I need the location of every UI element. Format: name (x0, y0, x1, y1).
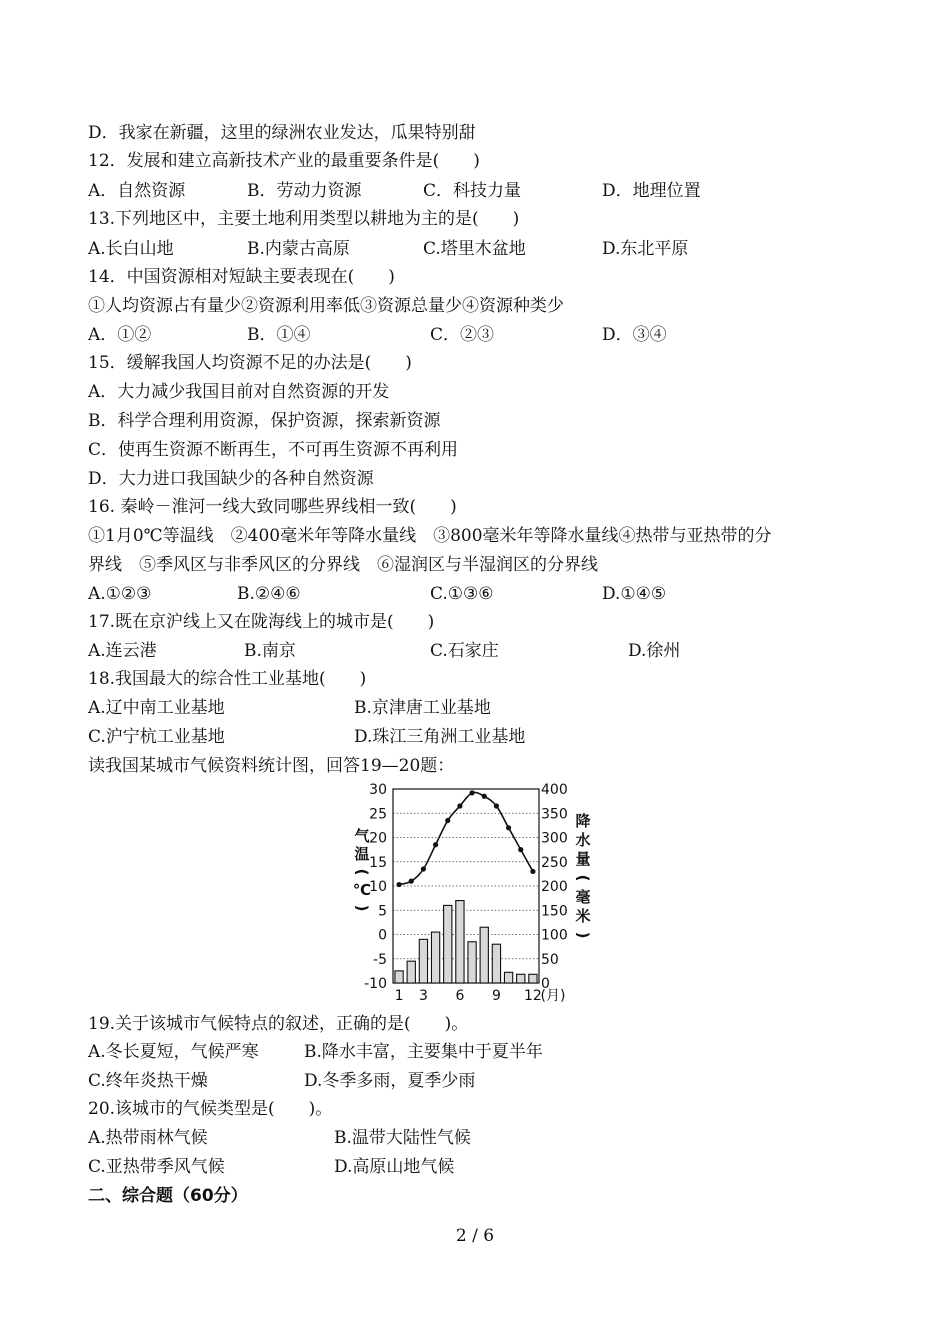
q16-option-c: C.①③⑥ (430, 584, 494, 604)
q16-option-a: A.①②③ (88, 584, 152, 604)
q19-option-d: D.冬季多雨，夏季少雨 (304, 1071, 476, 1091)
temp-tick-label: 15 (369, 854, 387, 871)
q13-option-a: A.长白山地 (88, 239, 174, 259)
page-number: 2 / 6 (455, 1226, 495, 1246)
temp-axis-title-char: 温 (354, 845, 370, 863)
q20-option-b: B.温带大陆性气候 (334, 1128, 471, 1148)
precip-axis-title-char: ( (574, 874, 592, 882)
q15-stem: 15．缓解我国人均资源不足的办法是( ) (88, 353, 412, 373)
q15-option-c: C．使再生资源不断再生，不可再生资源不再利用 (88, 440, 459, 460)
precip-bar (480, 927, 488, 983)
month-tick-label: 1 (394, 988, 404, 1002)
q12-option-c: C．科技力量 (423, 181, 522, 201)
temperature-point (518, 847, 523, 852)
q13-option-c: C.塔里木盆地 (423, 239, 526, 259)
q20-option-d: D.高原山地气候 (334, 1157, 455, 1177)
q14-option-b: B．①④ (247, 325, 311, 345)
q20-option-a: A.热带雨林气候 (88, 1128, 208, 1148)
q17-stem: 17.既在京沪线上又在陇海线上的城市是( ) (88, 612, 435, 632)
q14-option-d: D．③④ (602, 325, 667, 345)
temperature-point (530, 869, 535, 874)
precip-tick-label: 400 (541, 782, 568, 798)
q20-option-c: C.亚热带季风气候 (88, 1157, 225, 1177)
precip-bar (407, 961, 415, 983)
q12-option-b: B．劳动力资源 (247, 181, 362, 201)
month-tick-label: 6 (455, 988, 465, 1002)
precip-axis-title-char: 水 (575, 831, 591, 849)
precip-tick-label: 350 (541, 806, 568, 823)
q18-option-c: C.沪宁杭工业基地 (88, 727, 225, 747)
precip-tick-label: 250 (541, 854, 568, 871)
temp-tick-label: 30 (369, 782, 387, 798)
precip-bar (444, 905, 452, 983)
q19-option-b: B.降水丰富，主要集中于夏半年 (304, 1042, 543, 1062)
q18-stem: 18.我国最大的综合性工业基地( ) (88, 669, 367, 689)
q14-option-a: A．①② (88, 325, 152, 345)
precip-bar (431, 932, 439, 983)
q15-option-b: B．科学合理利用资源，保护资源，探索新资源 (88, 411, 441, 431)
temp-tick-label: 10 (369, 879, 387, 895)
q17-option-c: C.石家庄 (430, 641, 499, 661)
temp-tick-label: 25 (369, 806, 387, 823)
q14-stem: 14．中国资源相对短缺主要表现在( ) (88, 267, 395, 287)
precip-tick-label: 100 (541, 927, 568, 944)
precip-bar (395, 971, 403, 983)
q18-option-b: B.京津唐工业基地 (354, 698, 491, 718)
temperature-point (482, 794, 487, 799)
q17-option-b: B.南京 (244, 641, 296, 661)
temp-tick-label: -5 (373, 951, 387, 968)
precip-bar (456, 901, 464, 983)
q13-stem: 13.下列地区中，主要土地利用类型以耕地为主的是( ) (88, 209, 520, 229)
temp-axis-title-char: ℃ (352, 881, 372, 899)
precip-axis-title-char: ) (574, 931, 592, 939)
temperature-point (421, 866, 426, 871)
q14-option-c: C．②③ (430, 325, 495, 345)
temp-axis-title-char: ) (353, 904, 371, 912)
q13-option-d: D.东北平原 (602, 239, 689, 259)
precip-bar (529, 974, 537, 983)
q17-option-a: A.连云港 (88, 641, 157, 661)
q12-option-a: A．自然资源 (88, 181, 186, 201)
q15-option-a: A．大力减少我国目前对自然资源的开发 (88, 382, 390, 402)
precip-bar (468, 942, 476, 983)
precip-bar (492, 944, 500, 983)
temperature-point (494, 803, 499, 808)
precip-axis-title-char: 量 (575, 850, 591, 868)
q16-stem: 16. 秦岭－淮河一线大致同哪些界线相一致( ) (88, 497, 457, 517)
q15-option-d: D．大力进口我国缺少的各种自然资源 (88, 469, 374, 489)
q16-statements-1: ①1月0℃等温线 ②400毫米年等降水量线 ③800毫米年等降水量线④热带与亚热带的分 (88, 526, 772, 546)
q16-option-d: D.①④⑤ (602, 584, 667, 604)
precip-tick-label: 0 (541, 976, 550, 992)
temp-tick-label: 20 (369, 830, 387, 847)
precip-tick-label: 150 (541, 903, 568, 920)
precip-tick-label: 300 (541, 830, 568, 847)
section-2-heading: 二、综合题（60分） (88, 1186, 248, 1206)
q14-statements: ①人均资源占有量少②资源利用率低③资源总量少④资源种类少 (88, 296, 564, 316)
q18-option-a: A.辽中南工业基地 (88, 698, 225, 718)
precip-axis-title-char: 米 (575, 907, 591, 925)
q18-option-d: D.珠江三角洲工业基地 (354, 727, 526, 747)
month-axis-unit: (月) (540, 988, 566, 1002)
temp-tick-label: 0 (378, 927, 387, 944)
month-tick-label: 3 (418, 988, 428, 1002)
temperature-point (433, 842, 438, 847)
temperature-point (445, 818, 450, 823)
temperature-point (409, 879, 414, 884)
chart-intro: 读我国某城市气候资料统计图，回答19—20题： (88, 756, 455, 776)
precip-tick-label: 200 (541, 879, 568, 895)
q13-option-b: B.内蒙古高原 (247, 239, 350, 259)
month-tick-label: 9 (491, 988, 501, 1002)
temperature-point (457, 803, 462, 808)
q19-option-c: C.终年炎热干燥 (88, 1071, 208, 1091)
q19-option-a: A.冬长夏短，气候严寒 (88, 1042, 259, 1062)
q16-option-b: B.②④⑥ (237, 584, 301, 604)
q20-stem: 20.该城市的气候类型是( )。 (88, 1099, 333, 1119)
month-tick-label: 12 (524, 988, 542, 1002)
temperature-point (506, 825, 511, 830)
temperature-point (469, 790, 474, 795)
q19-stem: 19.关于该城市气候特点的叙述，正确的是( )。 (88, 1014, 469, 1034)
q17-option-d: D.徐州 (628, 641, 681, 661)
temperature-line (399, 792, 533, 884)
temp-axis-title-char: ( (353, 868, 371, 876)
q12-option-d: D．地理位置 (602, 181, 701, 201)
q16-statements-2: 界线 ⑤季风区与非季风区的分界线 ⑥湿润区与半湿润区的分界线 (88, 555, 598, 575)
q12-stem: 12．发展和建立高新技术产业的最重要条件是( ) (88, 151, 480, 171)
temp-tick-label: 5 (378, 903, 387, 920)
precip-axis-title-char: 降 (575, 812, 591, 830)
climate-chart (345, 776, 605, 1002)
temp-axis-title-char: 气 (354, 827, 370, 845)
precip-axis-title-char: 毫 (575, 888, 591, 906)
q11-option-d: D．我家在新疆，这里的绿洲农业发达，瓜果特别甜 (88, 123, 476, 143)
precip-bar (419, 939, 427, 983)
precip-tick-label: 50 (541, 951, 559, 968)
precip-bar (504, 972, 512, 983)
temp-tick-label: -10 (364, 976, 387, 992)
precip-bar (517, 974, 525, 983)
temperature-point (396, 882, 401, 887)
